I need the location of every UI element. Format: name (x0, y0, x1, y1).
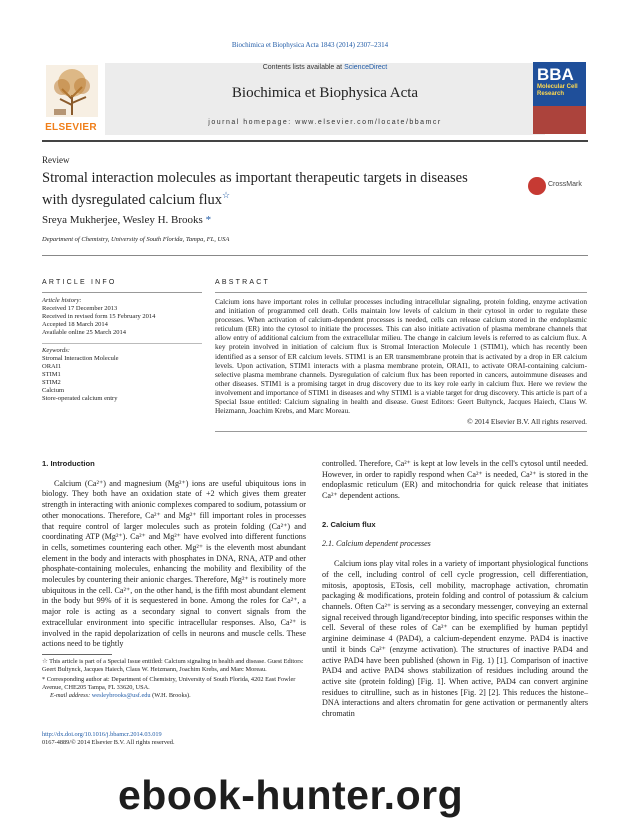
keywords-label: Keywords: (42, 347, 70, 354)
abstract-bottom-rule (215, 431, 587, 432)
section-1-paragraph: Calcium (Ca²⁺) and magnesium (Mg²⁺) ions are useful ubiquitous ions in biology. They both have an oxidation state of +2 which gives them greater strength in interacting with anionic complexes compared to sodium, potassium or other monocations. Therefore, Ca²⁺ and Mg²⁺ fill important roles in processes that require control of larger molecules such as protein folding (Ca²⁺) and coordinating ATP (Mg²⁺). Ca²⁺ and Mg²⁺ have evolved into different functions in cells, sometimes countering each other. Mg²⁺ is the eleventh most abundant element in the body and interacts with phosphates in DNA, RNA, ATP and other phosphate-containing molecules, enhancing the mobility and flexibility of the molecules by countering their anionic charges. Therefore, Mg²⁺ is routinely more ubiquitous in the cell. Ca²⁺, on the other hand, is the fifth most abundant element in the body but 99% of it is sequestered in bone. Among the roles for Ca²⁺, a major role is acting as a secondary signal to convert signals from the extracellular environment into specific intracellular responses. Also, Ca²⁺ is involved in the rapid depolarization of cells in neurons and muscle cells. These actions need to be tightly (42, 478, 306, 649)
continued-paragraph: controlled. Therefore, Ca²⁺ is kept at low levels in the cell's cytosol until needed. However, in order to rapidly respond when Ca²⁺ is needed, Ca²⁺ is stored in the endoplasmic reticulum (ER) and mitochondria for quick release that initiates Ca²⁺ dependent actions. (322, 459, 588, 501)
history-label: Article history: (42, 297, 82, 304)
header-rule (42, 140, 588, 142)
corresponding-author-mark[interactable]: * (205, 214, 212, 226)
cover-title: BBA (537, 65, 574, 84)
doi-link[interactable]: http://dx.doi.org/10.1016/j.bbamcr.2014.03.019 (42, 731, 162, 738)
section-2-1-paragraph: Calcium ions play vital roles in a variety of important physiological functions of the cell, including control of cell cycle progression, cell differentiation, mitosis, apoptosis, ETosis, cell mobility, macrophage activation, chromatin packaging & modifications, protein folding and control of potassium & calcium channels. Often Ca²⁺ is serving as a secondary messenger, conveying an external signal received through ligand/receptor binding, into specific responses within the cell. Several of these roles of Ca²⁺ can be exemplified by human peptidyl arginine deiminase 4 (PAD4), a calcium-dependent enzyme. PAD4 is inactive until it binds Ca²⁺ (enzyme activation). The structures of inactive PAD4 and active PAD4 have been published (shown in Fig. 1) [1]. Comparison of inactive PAD4 and active PAD4 shows stabilization of residues including around the active site (protein folding) [Fig. 1]. When active, PAD4 can convert arginine residues to citrulline, such as in histones [Fig. 2] [2]. This reduces the histone–DNA interactions and alters chromatin for gene activation or permanently alters chromatin (322, 559, 588, 719)
abstract-heading: ABSTRACT (215, 279, 270, 286)
body-column-right (322, 459, 588, 720)
crossmark-label: CrossMark (548, 181, 582, 188)
doi-block (42, 731, 342, 747)
journal-title: Biochimica et Biophysica Acta (231, 85, 419, 101)
journal-reference[interactable]: Biochimica et Biophysica Acta 1843 (2014) 2307–2314 (231, 41, 389, 49)
article-info-rule (42, 292, 202, 293)
cover-image (533, 106, 586, 134)
affiliation: Department of Chemistry, University of South Florida, Tampa, FL, USA (42, 236, 230, 243)
sciencedirect-link[interactable]: ScienceDirect (344, 64, 388, 71)
article-title (42, 170, 472, 209)
article-info (42, 279, 202, 403)
corresponding-author-footnote: * Corresponding author at: Department of Chemistry, University of South Florida, 4202 East Fowler Avenue, CHE205 Tampa, FL 33620, USA. (42, 676, 296, 691)
article-rule (42, 255, 588, 256)
keyword-item: STIM2 (42, 379, 61, 386)
special-issue-footnote: ☆ This article is part of a Special Issue entitled: Calcium signaling in health and disease. Guest Editors: Geert Bultynck, Jacques Haiech, Claus W. Heizmann, Joachim Krebs, and Marc Moreau. (42, 658, 304, 673)
authors-text: Sreya Mukherjee, Wesley H. Brooks (42, 214, 203, 226)
email-line (42, 692, 306, 700)
copyright-line: © 2014 Elsevier B.V. All rights reserved. (467, 417, 587, 427)
abstract-section (215, 279, 587, 432)
author-list (42, 214, 211, 226)
article-type: Review (42, 155, 70, 165)
elsevier-wordmark: ELSEVIER (45, 122, 97, 133)
keyword-item: STIM1 (42, 371, 61, 378)
email-link[interactable]: wesleybrooks@usf.edu (91, 692, 151, 699)
section-2-1-heading: 2.1. Calcium dependent processes (322, 538, 431, 548)
title-footnote-mark[interactable]: ☆ (222, 190, 231, 200)
cover-subtitle: Molecular Cell Research (537, 84, 578, 97)
abstract-text: Calcium ions have important roles in cellular processes including intracellular signaling, protein folding, enzyme activation and initiation of programmed cell death. Cells maintain low levels of calcium in their cytosol in order to regulate these processes. When activation of calcium-dependent processes is needed, cells can release calcium stored in the endoplasmic reticulum (ER) into the cytosol to initiate the processes. This can also initiate activation of plasma membrane channels that allow entry of additional calcium from the extracellular milieu. The change in calcium levels is referred to as calcium flux. A key protein involved in initiation of calcium flux is Stromal Interaction Molecule 1 (STIM1), which has recently been identified as a sensor of ER calcium levels. STIM1 is an ER transmembrane protein that is activated by a drop in ER calcium levels. Upon activation, STIM1 interacts with a plasma membrane protein, ORAI1, to activate ORAI-containing calcium-selective plasma membrane channels. Dysregulation of calcium flux has been reported in cancers, autoimmune diseases and other diseases. STIM1 is a promising target in drug discovery due to its key role early in calcium flux. Here we review the involvement and importance of STIM1 in diseases and why STIM1 is a viable target for drug discovery. This article is part of a Special Issue entitled: Calcium signaling in health and disease. Guest Editors: Geert Bultynck, Jacques Haiech, Claus W. Heizmann, Joachim Krebs, and Marc Moreau. (215, 297, 587, 416)
elsevier-tree-icon (46, 65, 98, 117)
section-2-heading: 2. Calcium flux (322, 519, 376, 529)
watermark: ebook-hunter.org (118, 772, 464, 818)
history-item: Available online 25 March 2014 (42, 329, 126, 336)
abstract-rule (215, 292, 587, 293)
keyword-item: Store-operated calcium entry (42, 395, 118, 402)
email-suffix: (W.H. Brooks). (150, 692, 191, 699)
article-info-heading: ARTICLE INFO (42, 279, 117, 286)
history-item: Received in revised form 15 February 2014 (42, 313, 156, 320)
section-1-heading: 1. Introduction (42, 459, 95, 468)
contents-line (105, 64, 545, 71)
keywords-rule (42, 343, 202, 344)
keyword-item: Calcium (42, 387, 65, 394)
issn-line: 0167-4889/© 2014 Elsevier B.V. All rights reserved. (42, 739, 175, 746)
keyword-item: ORAI1 (42, 363, 62, 370)
footnotes (42, 658, 306, 700)
journal-cover[interactable] (533, 62, 586, 134)
history-item: Accepted 18 March 2014 (42, 321, 108, 328)
crossmark-icon (528, 177, 546, 195)
keyword-item: Stromal Interaction Molecule (42, 355, 119, 362)
article-title-text: Stromal interaction molecules as important therapeutic targets in diseases with dysregulated calcium flux (42, 170, 468, 208)
elsevier-logo[interactable] (42, 65, 100, 133)
journal-header (42, 61, 586, 137)
journal-homepage[interactable]: journal homepage: www.elsevier.com/locate/bbamcr (208, 119, 442, 126)
history-item: Received 17 December 2013 (42, 305, 118, 312)
footnote-rule (42, 654, 112, 655)
email-label: E-mail address: (50, 692, 92, 699)
body-column-left (42, 459, 306, 650)
contents-prefix: Contents lists available at (262, 64, 345, 71)
crossmark-badge[interactable] (528, 176, 588, 196)
